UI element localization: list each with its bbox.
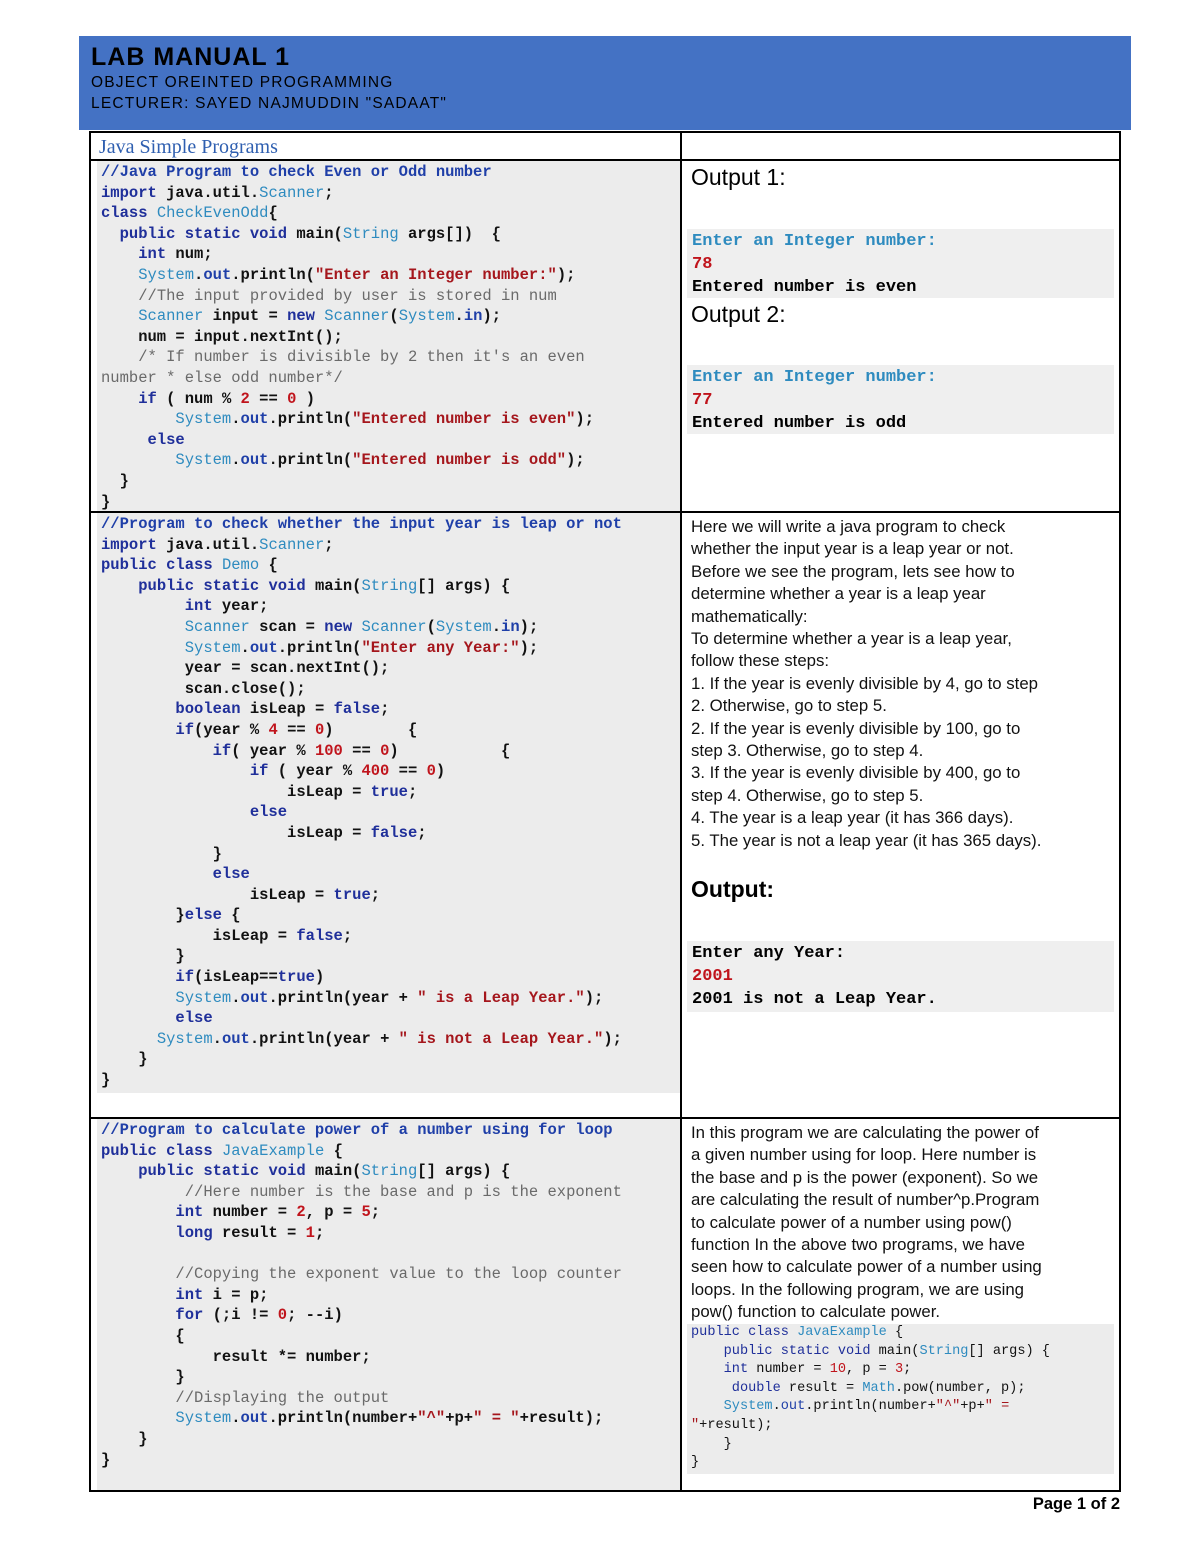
program2-prompt: Enter any Year: [692, 944, 846, 963]
desc-line: determine whether a year is a leap year [691, 584, 986, 604]
program1-output-cell [680, 159, 1121, 513]
desc-line: loops. In the following program, we are using [691, 1279, 1025, 1299]
output2-prompt: Enter an Integer number: [692, 368, 937, 387]
table-title-cell-right [680, 131, 1121, 161]
desc-line: to calculate power of a number using pow() [691, 1212, 1012, 1232]
output2-heading: Output 2: [691, 301, 786, 327]
desc-line: 5. The year is not a leap year (it has 365 days). [691, 830, 1042, 850]
desc-line: whether the input year is a leap year or not. [691, 539, 1014, 559]
table-title: Java Simple Programs [99, 136, 278, 158]
output1-prompt: Enter an Integer number: [692, 232, 937, 251]
header-banner [79, 36, 1131, 130]
program2-description [691, 516, 1116, 852]
desc-line: step 4. Otherwise, go to step 5. [691, 785, 924, 805]
desc-line: function In the above two programs, we have [691, 1235, 1025, 1255]
program1-code-block [97, 161, 680, 511]
output1-result: Entered number is even [692, 278, 917, 297]
table-title-cell [89, 131, 682, 161]
desc-line: a given number using for loop. Here number is [691, 1145, 1037, 1165]
program3-code-cell [89, 1117, 682, 1492]
program2-code-cell [89, 511, 682, 1119]
program2-result: 2001 is not a Leap Year. [692, 990, 937, 1009]
program3-output-cell [680, 1117, 1121, 1492]
desc-line: the base and p is the power (exponent). So we [691, 1167, 1039, 1187]
desc-line: 2. If the year is evenly divisible by 100, go to [691, 718, 1021, 738]
desc-line: 4. The year is a leap year (it has 366 days). [691, 808, 1014, 828]
lecturer-name: LECTURER: SAYED NAJMUDDIN "SADAAT" [91, 95, 448, 112]
program2-input: 2001 [692, 967, 733, 986]
program1-code-cell [89, 159, 682, 513]
output2-result: Entered number is odd [692, 414, 907, 433]
desc-line: In this program we are calculating the power of [691, 1123, 1039, 1142]
program2-console [687, 941, 1114, 1012]
program1-code: //Java Program to check Even or Odd number import java.util.Scanner; class CheckEvenOdd{ public static void main(String args[]) { int num; System.out.println("Enter an Integer number:"); //The input provided by user is stored in num Scanner input = new Scanner(System.in); num = input.nextInt(); /* If number is divisible by 2 then it's an even number * else odd number*/ if ( num % 2 == 0 ) System.out.println("Entered number is even"); else System.out.println("Entered number is odd"); } } [101, 163, 595, 511]
desc-line: Before we see the program, lets see how to [691, 561, 1015, 581]
program2-code-block [97, 513, 680, 1093]
program3-code: //Program to calculate power of a number using for loop public class JavaExample { public static void main(String[] args) { //Here number is the base and p is the exponent int number = 2, p = 5; long result = 1; //Copying the exponent value to the loop counter int i = p; for (;i != 0; --i) { result *= number; } //Displaying the output System.out.println(number+"^"+p+" = "+result); } } [101, 1121, 622, 1469]
desc-line: follow these steps: [691, 651, 830, 671]
program3-pow-code: public class JavaExample { public static void main(String[] args) { int number = 10, p = 3; double result = Math.pow(number, p); System.out.println(number+"^"+p+" = "+result); } } [691, 1325, 1050, 1471]
output2-console [687, 365, 1114, 434]
document-title: LAB MANUAL 1 [91, 43, 291, 71]
output1-heading: Output 1: [691, 164, 786, 190]
output1-console [687, 229, 1114, 298]
desc-line: seen how to calculate power of a number using [691, 1257, 1042, 1277]
desc-line: To determine whether a year is a leap year, [691, 629, 1012, 649]
page-number: Page 1 of 2 [1032, 1495, 1120, 1513]
desc-line: 1. If the year is evenly divisible by 4, go to step [691, 673, 1038, 693]
desc-line: are calculating the result of number^p.Program [691, 1190, 1040, 1210]
program2-output-cell [680, 511, 1121, 1119]
desc-line: mathematically: [691, 606, 808, 626]
desc-line: 2. Otherwise, go to step 5. [691, 696, 887, 716]
program3-code-block [97, 1119, 680, 1490]
desc-line: Here we will write a java program to check [691, 517, 1006, 536]
desc-line: step 3. Otherwise, go to step 4. [691, 741, 924, 761]
output2-input: 77 [692, 391, 713, 410]
program3-pow-code-block [687, 1324, 1114, 1474]
program3-description [691, 1122, 1116, 1324]
program2-output-heading: Output: [691, 876, 775, 902]
output1-input: 78 [692, 255, 713, 274]
desc-line: 3. If the year is evenly divisible by 400, go to [691, 763, 1021, 783]
desc-line: pow() function to calculate power. [691, 1302, 941, 1322]
course-name: OBJECT OREINTED PROGRAMMING [91, 74, 394, 91]
program2-code: //Program to check whether the input year is leap or not import java.util.Scanner; public class Demo { public static void main(String[] args) { int year; Scanner scan = new Scanner(System.in); System.out.println("Enter any Year:"); year = scan.nextInt(); scan.close(); boolean isLeap = false; if(year % 4 == 0) { if( year % 100 == 0) { if ( year % 400 == 0) isLeap = true; else isLeap = false; } else isLeap = true; }else { isLeap = false; } if(isLeap==true) System.out.println(year + " is a Leap Year."); else System.out.println(year + " is not a Leap Year."); } } [101, 515, 622, 1090]
